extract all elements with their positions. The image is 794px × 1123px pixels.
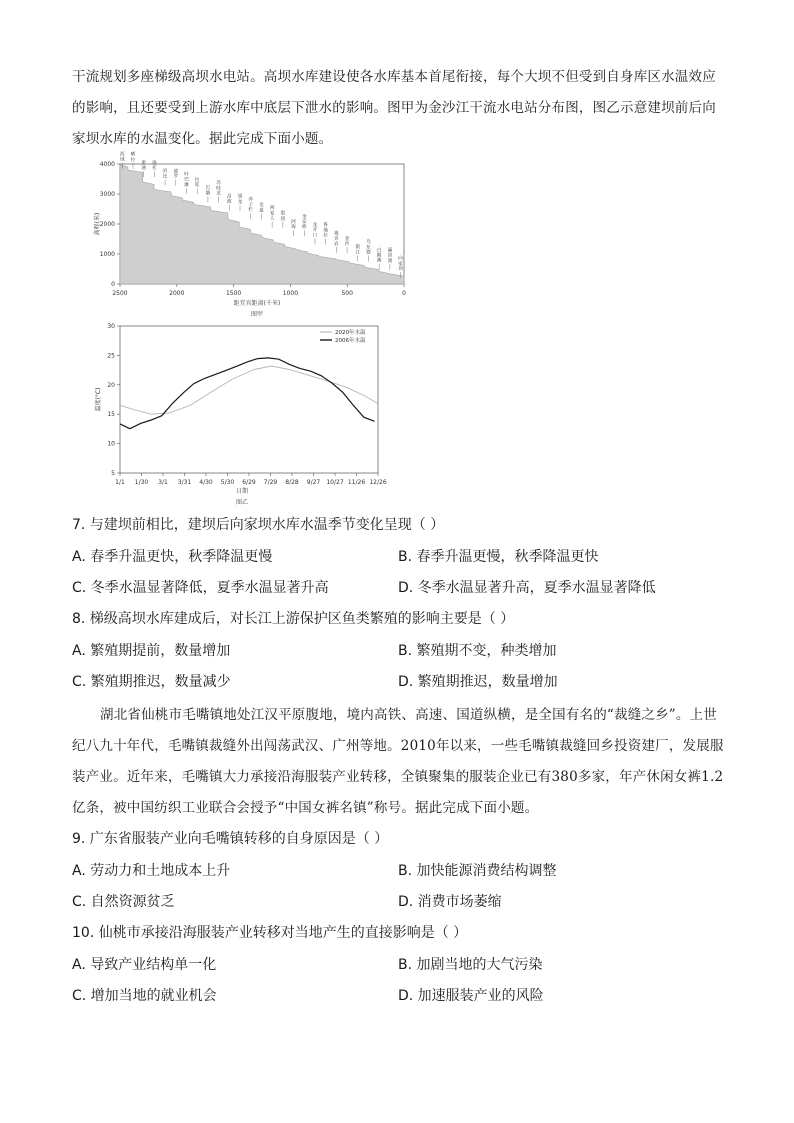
question-7-option-c[interactable]: C. 冬季水温显著降低，夏季水温显著升高: [72, 580, 329, 596]
figure-a-ytick-label: 3000: [99, 191, 115, 198]
svg-text:波: 波: [227, 199, 232, 205]
svg-text:晒: 晒: [130, 152, 136, 158]
figure-a-station-label: [206, 184, 211, 202]
passage-1-text: 干流规划多座梯级高坝水电站。高坝水库建设使各水库基本首尾衔接，每个大坝不但受到自身库区水温效应的影响，且还要受到上游水库中底层下泄水的影响。图甲为金沙江干流水电站分布图，图乙示意建坝前后向家坝水库的水温变化。据此完成下面小题。: [72, 69, 716, 147]
svg-text:白: 白: [376, 248, 382, 254]
question-8-stem: 8. 梯级高坝水库建成后，对长江上游保护区鱼类繁殖的影响主要是（ ）: [72, 611, 515, 627]
figure-a-ylabel: 高程(米): [94, 212, 101, 236]
figure-a-station-label: [131, 151, 136, 169]
svg-text:园: 园: [280, 216, 286, 222]
svg-text:鲁: 鲁: [323, 223, 328, 229]
figure-b-ylabel: 温度(°C): [95, 387, 102, 412]
figure-a-elevation-profile: [92, 152, 422, 318]
question-10-option-c[interactable]: C. 增加当地的就业机会: [72, 988, 217, 1004]
svg-text:西: 西: [119, 152, 125, 158]
figure-b-xtick-label: 1/30: [134, 479, 149, 486]
figure-a-station-label: [366, 238, 371, 261]
svg-text:洛: 洛: [387, 253, 393, 259]
question-8-option-c[interactable]: C. 繁殖期推迟，数量减少: [72, 674, 231, 690]
svg-text:家: 家: [398, 261, 403, 267]
svg-text:金: 金: [344, 236, 350, 242]
figure-b-xtick-label: 10/27: [326, 479, 344, 486]
svg-text:果: 果: [141, 160, 146, 166]
svg-text:金: 金: [301, 214, 307, 220]
figure-a-station-label: [248, 196, 253, 219]
figure-a-station-label: [281, 210, 286, 228]
figure-b-frame: [120, 326, 378, 473]
svg-text:拉: 拉: [323, 233, 328, 239]
question-9-option-c[interactable]: C. 自然资源贫乏: [72, 894, 175, 910]
figure-a-ytick-label: 4000: [99, 161, 115, 168]
figure-b-xtick-label: 1/1: [115, 479, 125, 486]
figure-b-ytick-label: 15: [107, 411, 115, 419]
figure-a-station-label: [173, 167, 178, 185]
figure-a-station-label: [195, 176, 200, 194]
figure-b-xtick-label: 12/26: [369, 479, 387, 486]
question-9-option-d[interactable]: D. 消费市场萎缩: [398, 894, 502, 910]
figure-a-ytick-label: 0: [111, 281, 115, 288]
figure-a-xlabel: 距宜宾距离(千米): [233, 300, 281, 307]
figure-b-xtick-label: 4/30: [199, 479, 213, 486]
question-8-option-a[interactable]: A. 繁殖期提前，数量增加: [72, 643, 231, 659]
svg-text:哇: 哇: [216, 186, 221, 192]
figure-a-xtick-label: 0: [402, 290, 406, 297]
figure-b-ytick-label: 5: [111, 470, 115, 477]
figure-b-temperature-chart: [92, 318, 402, 508]
figure-b-xtick-label: 11/26: [347, 479, 366, 486]
figure-b-xtick-label: 5/30: [220, 479, 235, 486]
figure-a-station-label: [355, 243, 360, 261]
svg-text:岗: 岗: [152, 161, 157, 167]
figure-a-station-label: [323, 221, 328, 244]
figure-a-station-label: [334, 229, 339, 252]
figure-a-station-label: [313, 221, 318, 244]
svg-text:桥: 桥: [301, 225, 307, 231]
svg-text:龙: 龙: [216, 191, 221, 197]
question-9-option-b[interactable]: B. 加快能源消费结构调整: [398, 863, 557, 879]
svg-text:人: 人: [269, 216, 275, 222]
figure-a-xtick-label: 500: [341, 290, 353, 297]
figure-b-ytick-label: 25: [107, 352, 115, 360]
question-7-stem: 7. 与建坝前相比，建坝后向家坝水库水温季节变化呈现（ ）: [72, 517, 445, 533]
question-10-stem: 10. 仙桃市承接沿海服装产业转移对当地产生的直接影响是（ ）: [72, 925, 468, 941]
figure-b-legend-label: 2020年水温: [335, 330, 366, 336]
figure-b-caption: 图乙: [235, 499, 249, 506]
svg-text:音: 音: [334, 236, 339, 242]
question-9-stem: 9. 广东省服装产业向毛嘴镇转移的自身原因是（ ）: [72, 831, 389, 847]
figure-a-xtick-label: 2000: [169, 290, 185, 297]
svg-text:银: 银: [355, 245, 361, 251]
figure-b-ytick-label: 20: [107, 381, 115, 389]
figure-b-xlabel: 日期: [235, 488, 249, 495]
figure-a-ytick-label: 1000: [99, 251, 115, 258]
svg-text:阿: 阿: [291, 219, 296, 225]
svg-text:托: 托: [152, 166, 157, 172]
svg-text:旭: 旭: [237, 194, 243, 200]
question-7-option-d[interactable]: D. 冬季水温显著升高，夏季水温显著降低: [398, 580, 656, 596]
figure-a-station-label: [377, 246, 382, 269]
figure-a-ytick-label: 2000: [99, 221, 115, 228]
figure-a-station-label: [152, 159, 157, 177]
svg-text:开: 开: [312, 228, 318, 234]
svg-text:昌: 昌: [227, 194, 232, 200]
svg-text:渡: 渡: [387, 258, 393, 264]
svg-text:滩: 滩: [184, 182, 189, 188]
svg-text:岩: 岩: [162, 169, 168, 175]
svg-text:通: 通: [141, 166, 146, 172]
svg-text:龙: 龙: [237, 199, 243, 205]
svg-text:巴: 巴: [184, 177, 189, 183]
figure-a-station-label: [238, 193, 243, 211]
question-8-option-b[interactable]: B. 繁殖期不变，种类增加: [398, 643, 557, 659]
figure-a-station-label: [291, 218, 296, 236]
question-10-option-d[interactable]: D. 加速服装产业的风险: [398, 988, 544, 1004]
figure-a-station-label: [184, 170, 189, 193]
svg-text:德: 德: [366, 250, 371, 256]
figure-a-station-label: [388, 246, 393, 269]
svg-text:江: 江: [355, 250, 361, 256]
svg-text:地: 地: [323, 228, 328, 234]
svg-text:龙: 龙: [312, 223, 318, 229]
figure-a-station-label: [259, 201, 264, 219]
svg-text:比: 比: [162, 174, 168, 180]
svg-text:家: 家: [269, 211, 275, 217]
figure-a-profile-area: [120, 165, 404, 284]
figure-a-xtick-label: 1500: [225, 290, 242, 297]
svg-text:拉: 拉: [194, 177, 200, 183]
svg-text:乌: 乌: [366, 240, 371, 246]
svg-text:口: 口: [312, 233, 318, 239]
figure-a-station-label: [270, 204, 275, 227]
svg-text:两: 两: [269, 206, 275, 212]
question-9-option-a[interactable]: A. 劳动力和土地成本上升: [72, 863, 231, 879]
svg-text:拉: 拉: [130, 157, 136, 163]
svg-text:海: 海: [291, 224, 296, 230]
svg-text:向: 向: [398, 256, 403, 262]
svg-text:叶: 叶: [184, 172, 189, 178]
figure-a-station-label: [216, 179, 221, 202]
svg-text:栏: 栏: [248, 208, 254, 214]
figure-b-ytick-label: 30: [107, 323, 115, 330]
svg-text:波: 波: [173, 169, 179, 175]
svg-text:哇: 哇: [194, 183, 200, 189]
svg-text:鹤: 鹤: [376, 253, 382, 259]
figure-b-xtick-label: 8/28: [285, 479, 299, 486]
figure-a-caption: 图甲: [250, 311, 264, 318]
figure-b-xtick-label: 7/29: [263, 479, 278, 486]
svg-text:塘: 塘: [205, 191, 211, 197]
figure-b-legend-label: 2006年水温: [335, 338, 366, 344]
svg-text:苏: 苏: [216, 181, 221, 187]
svg-text:巴: 巴: [205, 186, 211, 192]
question-10-option-b[interactable]: B. 加剧当地的大气污染: [398, 957, 543, 973]
svg-text:绒: 绒: [119, 157, 125, 163]
svg-text:岩: 岩: [334, 241, 339, 247]
figure-a-station-label: [302, 213, 307, 236]
passage-1: [72, 62, 724, 158]
svg-text:梨: 梨: [280, 211, 286, 217]
question-10-option-a[interactable]: A. 导致产业结构单一化: [72, 957, 217, 973]
passage-2: [72, 700, 724, 824]
figure-a-xtick-label: 2500: [112, 290, 128, 297]
figure-a-station-label: [345, 235, 350, 253]
figure-a-station-label: [163, 167, 168, 185]
figure-a-xtick-label: 1000: [282, 290, 299, 297]
question-7-option-b[interactable]: B. 春季升温更慢，秋季降温更快: [398, 549, 599, 565]
svg-text:子: 子: [248, 202, 254, 208]
figure-b-ytick-label: 10: [107, 440, 115, 448]
question-8-option-d[interactable]: D. 繁殖期推迟，数量增加: [398, 674, 558, 690]
figure-b-xtick-label: 3/31: [177, 479, 192, 486]
figure-b-series-line: [120, 358, 375, 429]
question-7-option-a[interactable]: A. 春季升温更快，秋季降温更慢: [72, 549, 273, 565]
svg-text:盘: 盘: [259, 208, 264, 214]
figure-a-station-label: [398, 255, 403, 278]
svg-text:溪: 溪: [387, 248, 393, 254]
figure-b-xtick-label: 6/29: [242, 479, 256, 486]
figure-b-xtick-label: 3/1: [158, 479, 168, 486]
svg-text:奔: 奔: [248, 197, 254, 203]
svg-text:东: 东: [366, 245, 371, 251]
passage-2-text: 湖北省仙桃市毛嘴镇地处江汉平原腹地，境内高铁、高速、国道纵横，是全国有名的“裁缝之乡”。上世纪八九十年代，毛嘴镇裁缝外出闯荡武汉、广州等地。2010年以来，一些毛嘴镇裁缝回乡投资建厂，发展服装产业。近年来，毛嘴镇大力承接沿海服装产业转移，全镇聚集的服装企业已有380多家，年产休闲女裤1.2亿条，被中国纺织工业联合会授予“中国女裤名镇”称号。据此完成下面小题。: [72, 707, 724, 816]
svg-text:罗: 罗: [173, 174, 179, 180]
svg-text:坝: 坝: [398, 267, 403, 273]
svg-text:沙: 沙: [344, 242, 350, 248]
svg-text:滩: 滩: [376, 258, 382, 264]
svg-text:安: 安: [301, 219, 307, 225]
figure-b-xtick-label: 9/27: [306, 479, 321, 486]
figure-a-station-label: [227, 193, 232, 211]
svg-text:观: 观: [334, 231, 339, 237]
svg-text:龙: 龙: [259, 203, 264, 209]
